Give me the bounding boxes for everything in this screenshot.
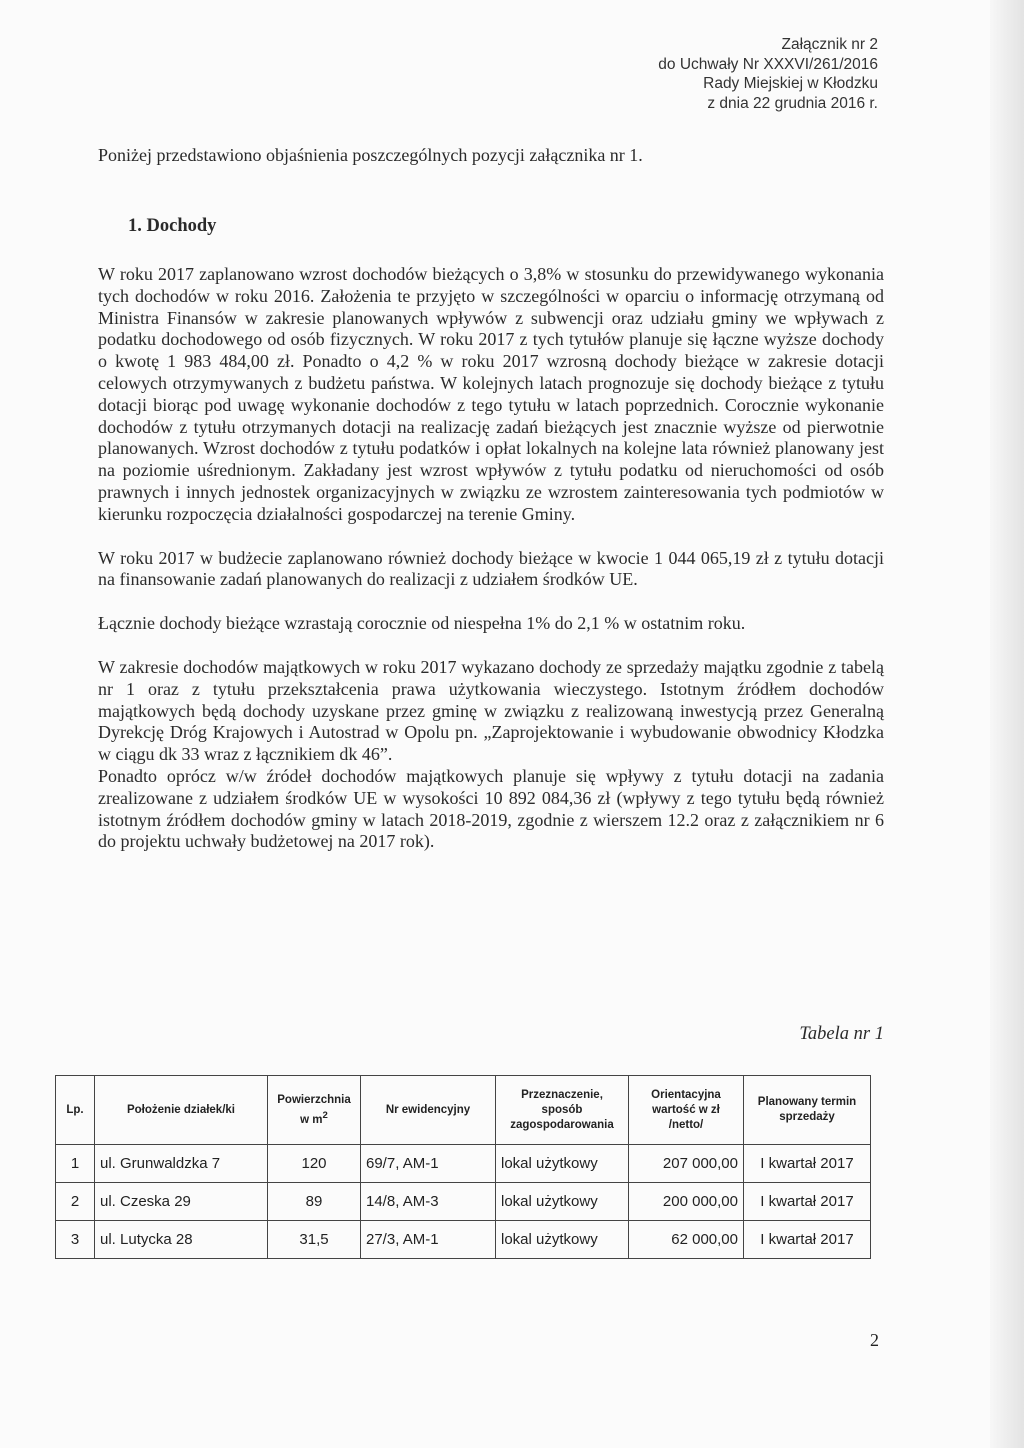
paragraph: W zakresie dochodów majątkowych w roku 2017 wykazano dochody ze sprzedaży majątku zgodnie z tabelą nr 1 oraz z tytułu przekształcenia prawa użytkowania wieczystego. Istotnym źródłem dochodów majątkowych będą dochody uzyskane przez gminę w związku z realizowaną inwestycją przez Generalną Dyrekcję Dróg Krajowych i Autostrad w Opolu pn. „Zaprojektowanie i wybudowanie obwodnicy Kłodzka w ciągu dk 33 wraz z łącznikiem dk 46”. [98,656,884,765]
cell-value: 207 000,00 [629,1145,744,1183]
paragraph: Łącznie dochody bieżące wzrastają corocznie od niespełna 1% do 2,1 % w ostatnim roku. [98,613,746,634]
intro-text: Poniżej przedstawiono objaśnienia poszczególnych pozycji załącznika nr 1. [98,145,643,165]
col-header-location: Położenie działek/ki [95,1076,268,1145]
area-header-label: Powierzchnia [277,1093,351,1106]
area-header-unit: w m [300,1113,323,1126]
header-line: Załącznik nr 2 [781,36,878,53]
cell-value: 200 000,00 [629,1183,744,1221]
cell-area: 31,5 [268,1221,361,1259]
cell-register-no: 27/3, AM-1 [361,1221,496,1259]
paragraph: Ponadto oprócz w/w źródeł dochodów majątkowych planuje się wpływy z tytułu dotacji na zadania zrealizowane z udziałem środków UE w wysokości 10 892 084,36 zł (wpływy z tego tytułu będą również istotnym źródłem dochodów gminy w latach 2018-2019, zgodnie z wierszem 12.2 oraz z załącznikiem nr 6 do projektu uchwały budżetowej na 2017 rok). [98,765,884,852]
paragraph: W roku 2017 w budżecie zaplanowano również dochody bieżące w kwocie 1 044 065,19 zł z tytułu dotacji na finansowanie zadań planowanych do realizacji z udziałem środków UE. [98,547,884,590]
col-header-area [268,1076,361,1145]
cell-sale-date: I kwartał 2017 [744,1183,871,1221]
cell-value: 62 000,00 [629,1221,744,1259]
cell-location: ul. Lutycka 28 [95,1221,268,1259]
cell-lp: 3 [56,1221,95,1259]
paragraph: W roku 2017 zaplanowano wzrost dochodów bieżących o 3,8% w stosunku do przewidywanego wykonania tych dochodów w roku 2016. Założenia te przyjęto w szczególności w oparciu o informację otrzymaną od Ministra Finansów w zakresie planowanych wpływów z subwencji oraz udziału gminy we wpływach z podatku dochodowego od osób fizycznych. W roku 2017 z tych tytułów planuje się łączne wyższe dochody o kwotę 1 983 484,00 zł. Ponadto o 4,2 % w roku 2017 wzrosną dochody bieżące w zakresie dotacji celowych otrzymywanych z budżetu państwa. W kolejnych latach prognozuje się dochody bieżące z tytułu dotacji biorąc pod uwagę wykonanie dochodów z tego tytułu w latach poprzednich. Corocznie wykonanie dochodów z tytułu otrzymanych dotacji na realizację zadań bieżących jest znacznie wyższe od pierwotnie planowanych. Wzrost dochodów z tytułu podatków i opłat lokalnych na kolejne lata również planowany jest na poziomie uśrednionym. Zakładany jest wzrost wpływów z tytułu podatku od nieruchomości od osób prawnych i innych jednostek organizacyjnych w związku ze wzrostem zainteresowania tych podmiotów w kierunku rozpoczęcia działalności gospodarczej na terenie Gminy. [98,264,884,524]
table-row [56,1221,871,1259]
cell-area: 120 [268,1145,361,1183]
cell-purpose: lokal użytkowy [496,1145,629,1183]
cell-purpose: lokal użytkowy [496,1183,629,1221]
cell-register-no: 14/8, AM-3 [361,1183,496,1221]
section-heading: 1. Dochody [128,216,217,236]
col-header-sale-date: Planowany termin sprzedaży [744,1076,871,1145]
col-header-purpose: Przeznaczenie, sposób zagospodarowania [496,1076,629,1145]
cell-sale-date: I kwartał 2017 [744,1221,871,1259]
scan-edge-shadow [990,0,1024,1448]
header-line: do Uchwały Nr XXXVI/261/2016 [658,55,878,73]
col-header-lp: Lp. [56,1076,95,1145]
body-text [98,264,884,853]
col-header-value: Orientacyjna wartość w zł /netto/ [629,1076,744,1145]
cell-purpose: lokal użytkowy [496,1221,629,1259]
attachment-header [658,35,878,113]
col-header-register-no: Nr ewidencyjny [361,1076,496,1145]
page-number: 2 [870,1330,879,1350]
cell-register-no: 69/7, AM-1 [361,1145,496,1183]
cell-location: ul. Grunwaldzka 7 [95,1145,268,1183]
property-sale-table [55,1075,871,1259]
table-caption: Tabela nr 1 [799,1024,884,1044]
table-row [56,1145,871,1183]
cell-lp: 2 [56,1183,95,1221]
header-line: Rady Miejskiej w Kłodzku [703,75,878,92]
cell-area: 89 [268,1183,361,1221]
cell-sale-date: I kwartał 2017 [744,1145,871,1183]
table-row [56,1183,871,1221]
header-line: z dnia 22 grudnia 2016 r. [707,94,878,112]
area-header-sup: 2 [322,1109,328,1121]
table-header-row [56,1076,871,1145]
cell-lp: 1 [56,1145,95,1183]
cell-location: ul. Czeska 29 [95,1183,268,1221]
